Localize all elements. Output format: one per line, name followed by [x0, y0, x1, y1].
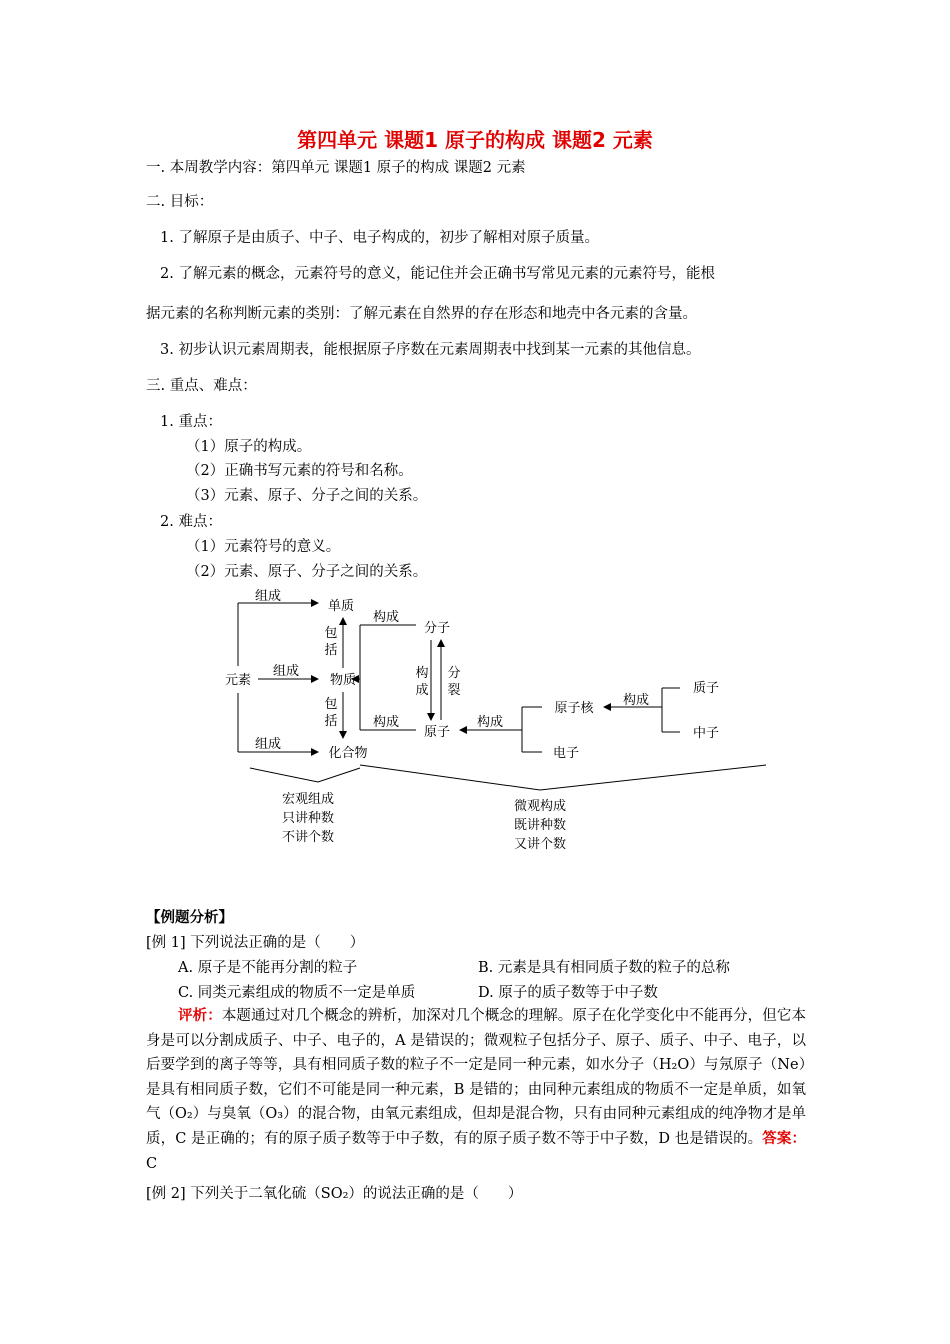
label-goucheng-v1: 构: [415, 666, 429, 681]
analysis-label: 评析：: [178, 1007, 222, 1024]
node-dianzi: 电子: [552, 746, 580, 761]
page-title: 第四单元 课题1 原子的构成 课题2 元素: [297, 128, 653, 152]
micro-line-2: 既讲种数: [513, 818, 567, 833]
example-1-question: [例 1] 下列说法正确的是（ ）: [146, 935, 365, 951]
label-baokuo-bot-2: 括: [324, 714, 338, 729]
option-a: A. 原子是不能再分割的粒子: [178, 960, 358, 976]
label-baokuo-top-1: 包: [324, 626, 338, 641]
option-c: C. 同类元素组成的物质不一定是单质: [178, 985, 416, 1001]
label-zucheng-bot: 组成: [254, 737, 282, 752]
label-fenlie-1: 分: [447, 666, 461, 681]
node-yuanzihe: 原子核: [554, 701, 594, 716]
node-huahewu: 化合物: [328, 746, 368, 761]
macro-line-3: 不讲个数: [281, 830, 335, 845]
macro-line-1: 宏观组成: [281, 792, 335, 807]
example-2-question: [例 2] 下列关于二氧化硫（SO₂）的说法正确的是（ ）: [146, 1186, 523, 1202]
section-goals-heading: 二. 目标：: [146, 194, 214, 210]
micro-line-1: 微观构成: [513, 799, 567, 814]
micro-line-3: 又讲个数: [513, 837, 567, 852]
label-baokuo-bot-1: 包: [324, 697, 338, 712]
label-goucheng-fenzi: 构成: [372, 610, 400, 625]
analysis-text: 本题通过对几个概念的辨析，加深对几个概念的理解。原子在化学变化中不能再分，但它本身是可以分割成质子、中子、电子的，A 是错误的；微观粒子包括分子、原子、质子、中子、电子，以后要学到的离子等等，具有相同质子数的粒子不一定是同一种元素，如水分子（H₂O）与氖原子（Ne）是具有相同质子数，它们不可能是同一种元素，B 是错的；由同种元素组成的物质不一定是单质，如氧气（O₂）与臭氧（O₃）的混合物，由氧元素组成，但却是混合物，只有由同种元素组成的纯净物才是单质，C 是正确的；有的原子质子数等于中子数，有的原子质子数不等于中子数，D 也是错误的。: [146, 1008, 807, 1147]
label-goucheng-yuanzi: 构成: [372, 715, 400, 730]
label-goucheng-v2: 成: [415, 683, 429, 698]
goal-2-cont: 据元素的名称判断元素的类别：了解元素在自然界的存在形态和地壳中各元素的含量。: [146, 306, 697, 322]
difficult-point-2: （2）元素、原子、分子之间的关系。: [186, 564, 428, 580]
analysis-paragraph: [146, 1004, 806, 1176]
section-content: 一. 本周教学内容：第四单元 课题1 原子的构成 课题2 元素: [146, 160, 526, 176]
key-point-1: （1）原子的构成。: [186, 439, 312, 455]
label-goucheng-atom: 构成: [476, 715, 504, 730]
label-zucheng-top: 组成: [254, 589, 282, 604]
concept-diagram: [0, 584, 950, 854]
macro-line-2: 只讲种数: [281, 811, 335, 826]
answer-label: 答案：: [762, 1129, 807, 1147]
difficult-heading: 2. 难点：: [160, 514, 222, 530]
label-baokuo-top-2: 括: [324, 643, 338, 658]
node-danzhi: 单质: [327, 599, 355, 614]
option-d: D. 原子的质子数等于中子数: [478, 985, 658, 1001]
key-point-2: （2）正确书写元素的符号和名称。: [186, 463, 413, 479]
node-fenzi: 分子: [423, 621, 451, 636]
node-wuzhi: 物质: [329, 673, 357, 688]
answer-value: C: [146, 1155, 158, 1172]
node-yuansu: 元素: [224, 673, 252, 688]
option-b: B. 元素是具有相同质子数的粒子的总称: [478, 960, 730, 976]
node-zhizi: 质子: [692, 681, 720, 696]
node-zhongzi: 中子: [692, 726, 720, 741]
key-heading: 1. 重点：: [160, 414, 222, 430]
example-heading: 【例题分析】: [146, 910, 233, 926]
key-point-3: （3）元素、原子、分子之间的关系。: [186, 488, 428, 504]
goal-1: 1. 了解原子是由质子、中子、电子构成的，初步了解相对原子质量。: [160, 230, 599, 246]
goal-2: 2. 了解元素的概念，元素符号的意义，能记住并会正确书写常见元素的元素符号，能根: [160, 266, 715, 282]
label-fenlie-2: 裂: [447, 683, 461, 698]
node-yuanzi: 原子: [423, 725, 451, 740]
label-goucheng-he: 构成: [622, 693, 650, 708]
difficult-point-1: （1）元素符号的意义。: [186, 539, 341, 555]
section-key-heading: 三. 重点、难点：: [146, 378, 257, 394]
label-zucheng-mid: 组成: [272, 664, 300, 679]
goal-3: 3. 初步认识元素周期表，能根据原子序数在元素周期表中找到某一元素的其他信息。: [160, 342, 701, 358]
